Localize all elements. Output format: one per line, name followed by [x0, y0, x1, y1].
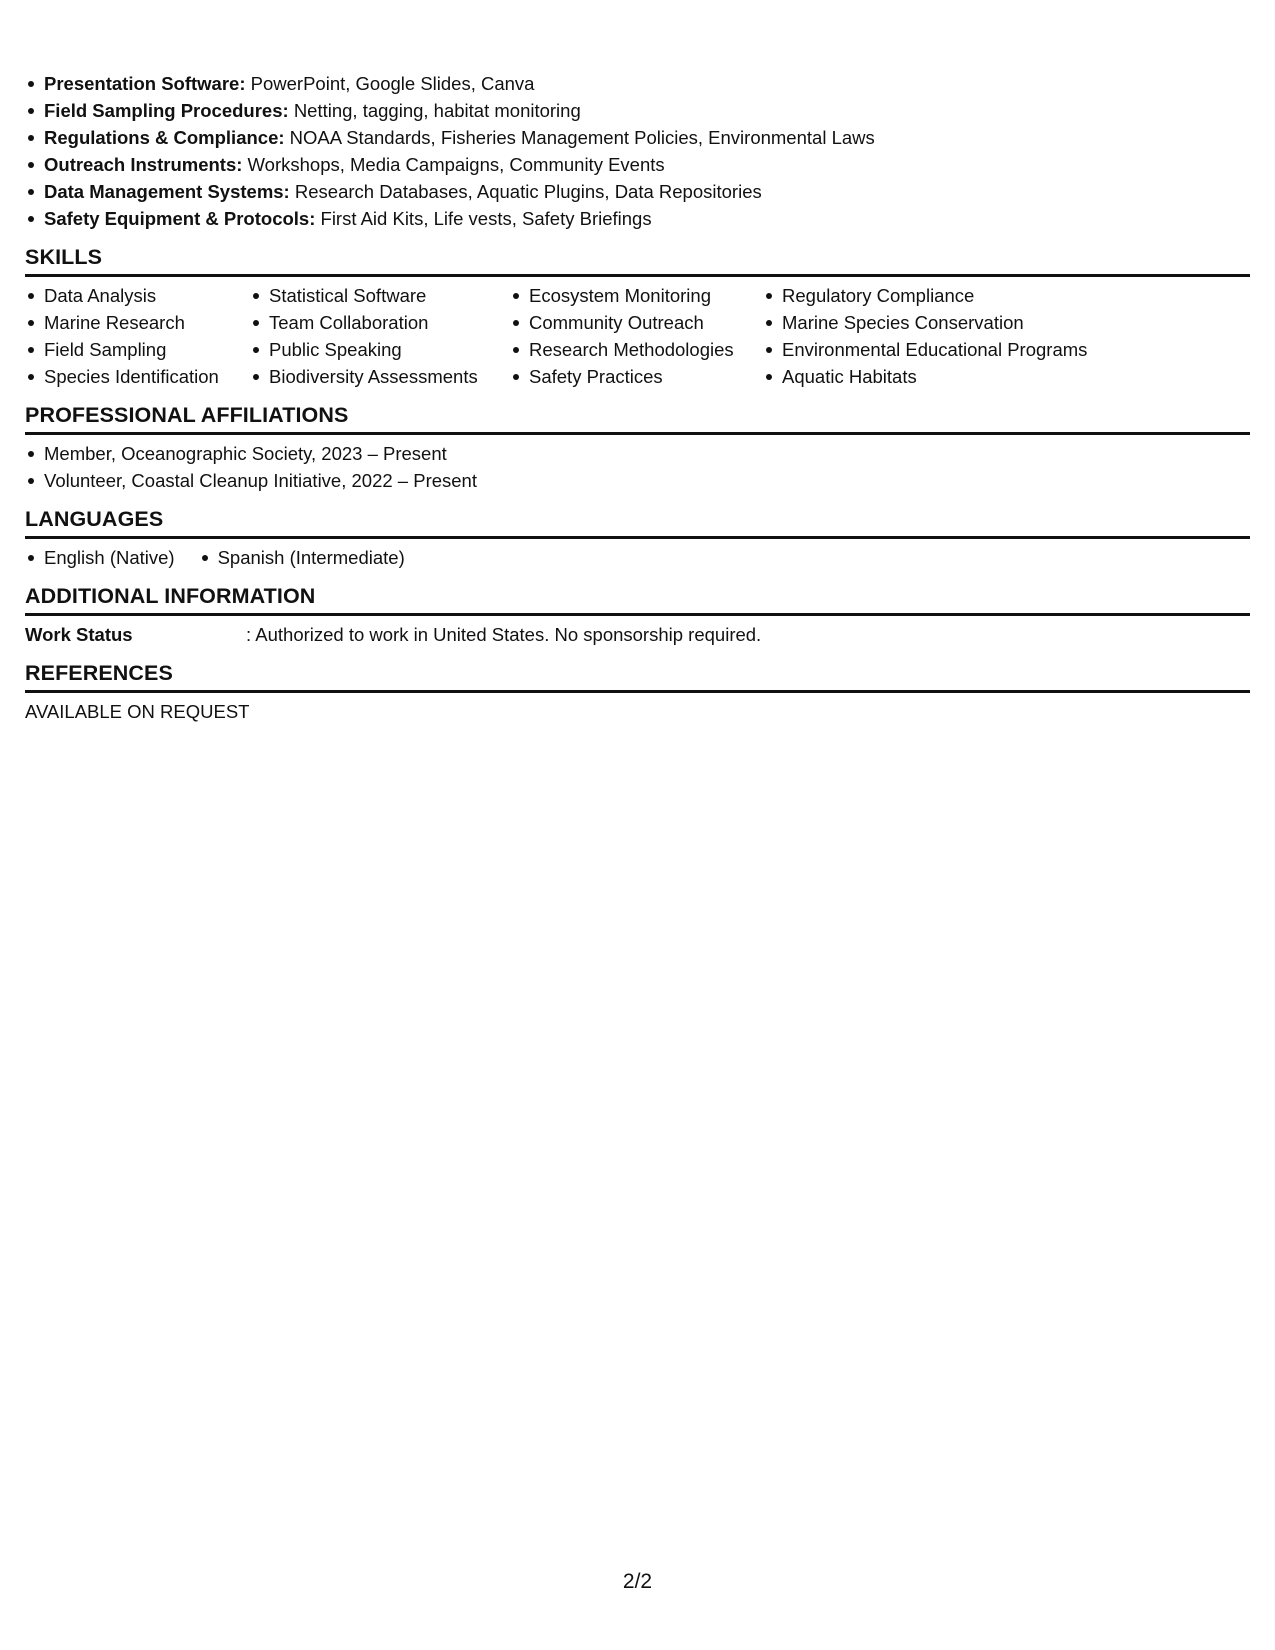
- tool-label: Outreach Instruments:: [44, 154, 243, 175]
- tool-label: Presentation Software:: [44, 73, 246, 94]
- list-item: [25, 151, 1250, 178]
- affiliations-heading: PROFESSIONAL AFFILIATIONS: [25, 402, 1250, 435]
- skill-item: Safety Practices: [510, 363, 763, 390]
- tool-value: First Aid Kits, Life vests, Safety Briefings: [320, 208, 652, 229]
- work-status-label: Work Status: [25, 624, 133, 645]
- references-heading: REFERENCES: [25, 660, 1250, 693]
- language-item: Spanish (Intermediate): [199, 544, 405, 571]
- skill-item: Marine Research: [25, 309, 250, 336]
- skill-item: Regulatory Compliance: [763, 282, 1123, 309]
- skill-item: Marine Species Conservation: [763, 309, 1123, 336]
- references-text: AVAILABLE ON REQUEST: [25, 701, 250, 722]
- list-item: Volunteer, Coastal Cleanup Initiative, 2022 – Present: [25, 467, 1250, 494]
- language-item: English (Native): [25, 544, 175, 571]
- list-item: [25, 178, 1250, 205]
- list-item: [25, 70, 1250, 97]
- skill-item: Ecosystem Monitoring: [510, 282, 763, 309]
- skills-grid: [25, 282, 1250, 390]
- page-number: 2/2: [622, 1570, 653, 1593]
- tool-value: NOAA Standards, Fisheries Management Policies, Environmental Laws: [289, 127, 875, 148]
- tool-label: Field Sampling Procedures:: [44, 100, 289, 121]
- tools-list: [25, 70, 1250, 232]
- tool-value: Workshops, Media Campaigns, Community Events: [247, 154, 665, 175]
- skill-item: Statistical Software: [250, 282, 510, 309]
- skills-column-2: [250, 282, 510, 390]
- skills-column-1: [25, 282, 250, 390]
- languages-list: [25, 544, 1250, 571]
- tool-label: Data Management Systems:: [44, 181, 290, 202]
- tool-value: Research Databases, Aquatic Plugins, Data Repositories: [294, 181, 762, 202]
- skill-item: Research Methodologies: [510, 336, 763, 363]
- skill-item: Environmental Educational Programs: [763, 336, 1123, 363]
- list-item: Member, Oceanographic Society, 2023 – Present: [25, 440, 1250, 467]
- list-item: [25, 97, 1250, 124]
- skill-item: Community Outreach: [510, 309, 763, 336]
- work-status-value: : Authorized to work in United States. No sponsorship required.: [246, 624, 762, 645]
- skills-column-3: [510, 282, 763, 390]
- skill-item: Aquatic Habitats: [763, 363, 1123, 390]
- work-status-row: [25, 621, 1250, 648]
- list-item: [25, 124, 1250, 151]
- additional-info-heading: ADDITIONAL INFORMATION: [25, 583, 1250, 616]
- list-item: [25, 205, 1250, 232]
- skill-item: Biodiversity Assessments: [250, 363, 510, 390]
- skill-item: Team Collaboration: [250, 309, 510, 336]
- tool-value: Netting, tagging, habitat monitoring: [293, 100, 581, 121]
- tool-label: Regulations & Compliance:: [44, 127, 285, 148]
- skill-item: Species Identification: [25, 363, 250, 390]
- skill-item: Public Speaking: [250, 336, 510, 363]
- tool-value: PowerPoint, Google Slides, Canva: [250, 73, 535, 94]
- skills-heading: SKILLS: [25, 244, 1250, 277]
- skills-column-4: [763, 282, 1123, 390]
- languages-heading: LANGUAGES: [25, 506, 1250, 539]
- resume-page-2: [25, 70, 1250, 725]
- skill-item: Data Analysis: [25, 282, 250, 309]
- skill-item: Field Sampling: [25, 336, 250, 363]
- tool-label: Safety Equipment & Protocols:: [44, 208, 316, 229]
- affiliations-list: [25, 440, 1250, 494]
